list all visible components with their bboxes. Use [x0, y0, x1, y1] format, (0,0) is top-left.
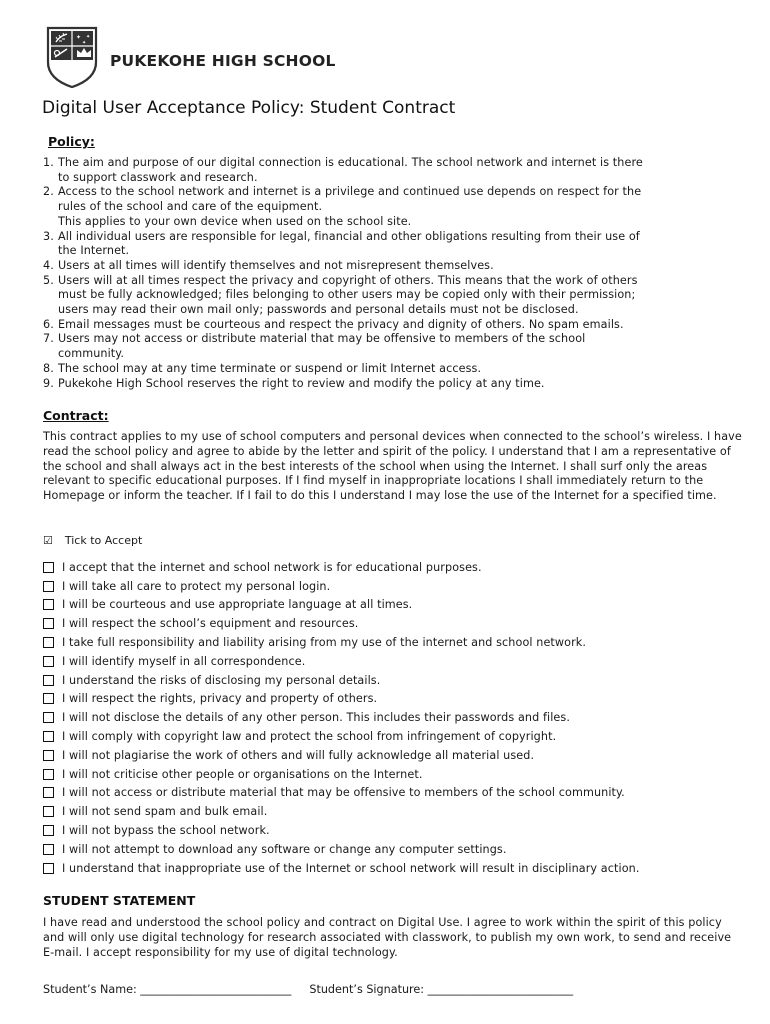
checklist-item[interactable]	[43, 596, 640, 615]
checklist-item-label: I will take all care to protect my personal login.	[62, 579, 331, 593]
policy-item	[43, 185, 733, 229]
contract-heading: Contract:	[43, 408, 109, 423]
policy-heading: Policy:	[48, 134, 95, 149]
checklist-item-label: I will not attempt to download any software or change any computer settings.	[62, 842, 507, 856]
checklist-item[interactable]	[43, 690, 640, 709]
checkbox[interactable]	[43, 675, 54, 686]
checklist-item-label: I will not plagiarise the work of others and will fully acknowledge all material used.	[62, 748, 535, 762]
checklist-item[interactable]	[43, 746, 640, 765]
checklist-item[interactable]	[43, 577, 640, 596]
policy-item-number: 1.	[43, 156, 54, 169]
checkbox[interactable]	[43, 806, 54, 817]
tick-to-accept	[43, 534, 142, 547]
policy-item-number: 6.	[43, 317, 54, 331]
checkbox[interactable]	[43, 581, 54, 592]
acceptance-checklist	[43, 558, 640, 878]
school-crest-icon	[46, 26, 98, 88]
checklist-item-label: I will not access or distribute material that may be offensive to members of the school community.	[62, 786, 625, 800]
contract-text: This contract applies to my use of school computers and personal devices when connected to the school’s wireless. I have read the school policy and agree to abide by the letter and spirit of the policy. I understand that I am a representative of the school and shall always act in the best interests of the school when using the Internet. I shall surf only the areas relevant to specific educational purposes. If I find myself in inappropriate locations I shall immediately return to the Homepage or inform the teacher. If I fail to do this I understand I may lose the use of the Internet for a specified time.	[43, 430, 742, 503]
policy-item	[43, 274, 733, 318]
checklist-item[interactable]	[43, 784, 640, 803]
policy-item-number: 4.	[43, 258, 54, 272]
policy-list	[43, 156, 733, 391]
tick-to-accept-label: Tick to Accept	[64, 534, 143, 547]
checklist-item-label: I understand that inappropriate use of the Internet or school network will result in disciplinary action.	[62, 861, 640, 875]
policy-item-text: All individual users are responsible for legal, financial and other obligations resulting from their use of	[58, 229, 640, 243]
checkbox[interactable]	[43, 750, 54, 761]
policy-item-text: The aim and purpose of our digital connection is educational. The school network and internet is there	[58, 156, 643, 169]
svg-text:✦: ✦	[86, 34, 91, 40]
policy-item-text: rules of the school and care of the equipment.	[58, 200, 323, 214]
checklist-item[interactable]	[43, 652, 640, 671]
checklist-item-label: I will respect the school’s equipment and resources.	[62, 617, 359, 631]
checkbox[interactable]	[43, 599, 54, 610]
school-name: PUKEKOHE HIGH SCHOOL	[110, 52, 336, 70]
policy-item-text: Pukekohe High School reserves the right to review and modify the policy at any time.	[58, 376, 545, 390]
checklist-item-label: I will not send spam and bulk email.	[62, 805, 268, 819]
policy-item-text: must be fully acknowledged; files belonging to other users may be copied only with their permission;	[58, 288, 636, 302]
policy-item-text: Users may not access or distribute material that may be offensive to members of the school	[58, 332, 586, 346]
policy-item-number: 9.	[43, 376, 54, 390]
policy-item-number: 2.	[43, 185, 54, 199]
policy-item-text: Email messages must be courteous and respect the privacy and dignity of others. No spam emails.	[58, 317, 624, 331]
checkbox[interactable]	[43, 844, 54, 855]
student-signature-field[interactable]: Student’s Signature: __________________________	[309, 983, 574, 996]
checklist-item[interactable]	[43, 708, 640, 727]
policy-item-text: Users will at all times respect the privacy and copyright of others. This means that the work of others	[58, 273, 638, 287]
checkbox[interactable]	[43, 712, 54, 723]
checklist-item[interactable]	[43, 633, 640, 652]
policy-item-text: the Internet.	[58, 244, 130, 258]
checkbox[interactable]	[43, 618, 54, 629]
checklist-item[interactable]	[43, 614, 640, 633]
policy-item-number: 8.	[43, 361, 54, 375]
checkbox[interactable]	[43, 562, 54, 573]
checklist-item-label: I understand the risks of disclosing my personal details.	[62, 673, 381, 687]
checklist-item[interactable]	[43, 671, 640, 690]
checklist-item[interactable]	[43, 859, 640, 878]
policy-item	[43, 318, 733, 333]
policy-item	[43, 362, 733, 377]
policy-item-text: Access to the school network and internet is a privilege and continued use depends on respect for the	[58, 185, 642, 199]
policy-item	[43, 230, 733, 259]
checklist-item-label: I take full responsibility and liability arising from my use of the internet and school network.	[62, 636, 587, 650]
checklist-item-label: I will be courteous and use appropriate language at all times.	[62, 598, 413, 612]
checkbox[interactable]	[43, 693, 54, 704]
policy-item-text: This applies to your own device when used on the school site.	[58, 214, 412, 228]
policy-item-text: Users at all times will identify themselves and not misrepresent themselves.	[58, 258, 494, 272]
policy-item-text: to support classwork and research.	[58, 170, 258, 184]
document-title: Digital User Acceptance Policy: Student Contract	[42, 98, 456, 118]
checklist-item-label: I will comply with copyright law and protect the school from infringement of copyright.	[62, 730, 557, 744]
policy-item-text: The school may at any time terminate or suspend or limit Internet access.	[58, 361, 482, 375]
checklist-item-label: I accept that the internet and school network is for educational purposes.	[62, 560, 482, 574]
policy-item-text: community.	[58, 347, 125, 361]
signature-row	[43, 983, 573, 996]
checkbox[interactable]	[43, 731, 54, 742]
policy-item	[43, 332, 733, 361]
policy-item-text: users may read their own mail only; passwords and personal details must not be disclosed.	[58, 303, 579, 317]
checkbox[interactable]	[43, 656, 54, 667]
checklist-item[interactable]	[43, 558, 640, 577]
checklist-item[interactable]	[43, 727, 640, 746]
checklist-item[interactable]	[43, 765, 640, 784]
checkbox[interactable]	[43, 769, 54, 780]
policy-item-number: 7.	[43, 332, 54, 346]
policy-item	[43, 156, 733, 185]
checkbox[interactable]	[43, 825, 54, 836]
svg-text:✦: ✦	[76, 34, 82, 41]
checked-box-icon: ☑	[43, 534, 53, 547]
student-statement-heading: STUDENT STATEMENT	[43, 893, 196, 908]
checklist-item[interactable]	[43, 840, 640, 859]
checklist-item-label: I will not bypass the school network.	[62, 824, 270, 838]
checklist-item-label: I will not criticise other people or organisations on the Internet.	[62, 767, 423, 781]
policy-item	[43, 377, 733, 392]
checklist-item-label: I will identify myself in all correspondence.	[62, 654, 306, 668]
checklist-item-label: I will not disclose the details of any other person. This includes their passwords and files.	[62, 711, 570, 725]
checklist-item[interactable]	[43, 821, 640, 840]
checkbox[interactable]	[43, 637, 54, 648]
checkbox[interactable]	[43, 787, 54, 798]
checklist-item-label: I will respect the rights, privacy and property of others.	[62, 692, 378, 706]
svg-text:✦: ✦	[82, 40, 87, 46]
policy-item-number: 5.	[43, 273, 54, 287]
policy-item-number: 3.	[43, 229, 54, 243]
student-statement-text: I have read and understood the school policy and contract on Digital Use. I agree to work within the spirit of this policy and will only use digital technology for research associated with classwork, to publish my own work, to send and receive E-mail. I accept responsibility for my use of digital technology.	[43, 916, 732, 959]
checklist-item[interactable]	[43, 802, 640, 821]
policy-item	[43, 259, 733, 274]
student-name-field[interactable]: Student’s Name: ___________________________	[43, 983, 292, 996]
checkbox[interactable]	[43, 863, 54, 874]
